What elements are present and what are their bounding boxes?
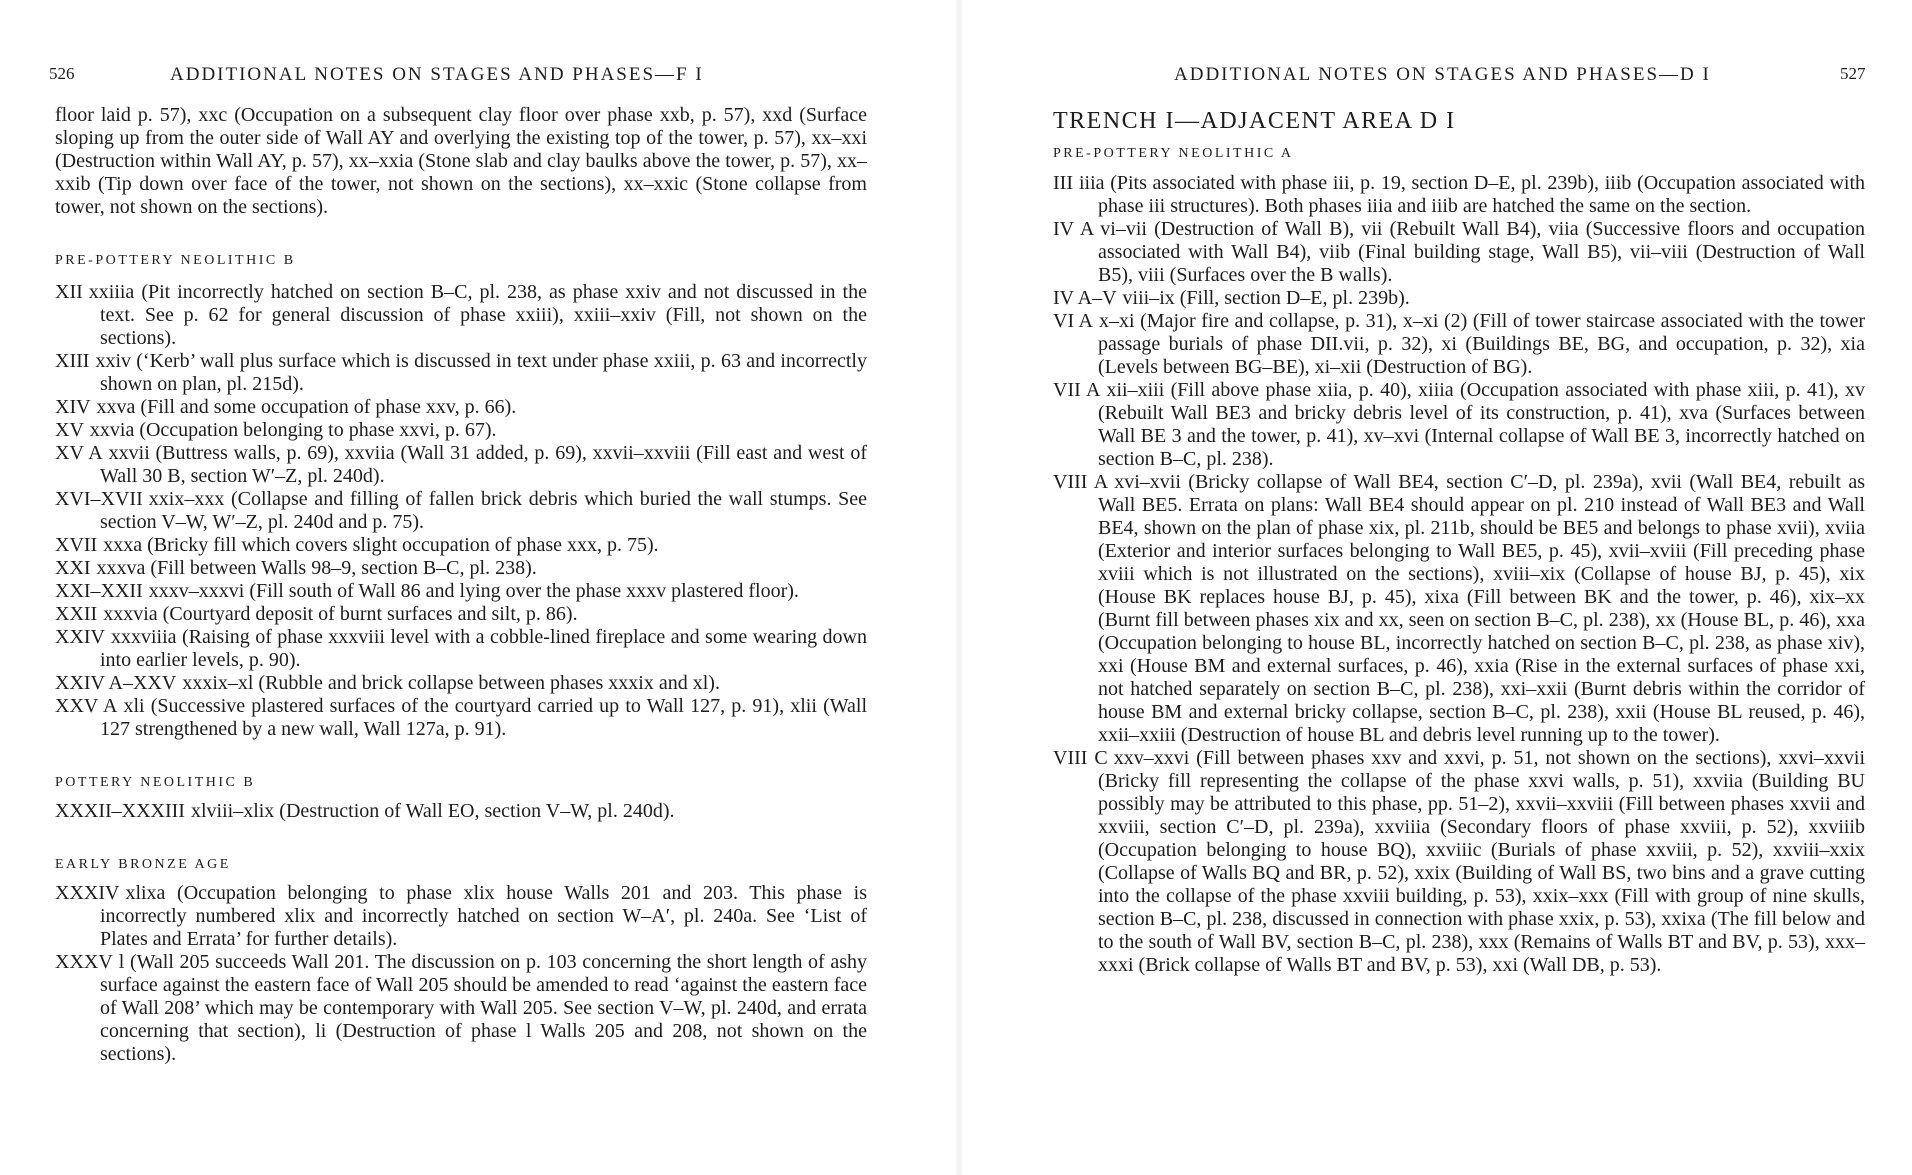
phase-text: xvi–xvii (Bricky collapse of Wall BE4, section C′–D, pl. 239a), xvii (Wall BE4, rebuilt as Wall BE5. Errata on plans: Wall BE4 should appear on pl. 210 instead of Wall BE3 and Wall BE4, shown on the plan of phase xix, pl. 211b, should be BE5 and belongs to phase xvii), xviia (Exterior and interior surfaces belonging to Wall BE5, p. 45), xvii–xviii (Fill preceding phase xviii which is not illustrated on the sections), xviii–xix (Collapse of house BJ, p. 45), xix (House BK replaces house BJ, p. 45), xixa (Fill between BK and the tower, p. 46), xix–xx (Burnt fill between phases xix and xx, seen on section B–C, pl. 238), xx (House BL, p. 46), xxa (Occupation belonging to house BL, incorrectly hatched on section B–C, pl. 238, as phase xiv), xxi (House BM and external surfaces, p. 46), xxia (Rise in the external surfaces of phase xxi, not hatched separately on section B–C, pl. 238), xxi–xxii (Burnt debris within the corridor of house BM and external bricky collapse, section B–C, pl. 238), xxii (House BL reused, p. 46), xxii–xxiii (Destruction of house BL and debris level running up to the tower). [1098,471,1866,746]
phase-entry [55,396,867,419]
trench-title: TRENCH I—ADJACENT AREA D I [1053,108,1456,134]
phase-entry [1053,310,1865,379]
phase-text: xxv–xxvi (Fill between phases xxv and xxvi, p. 51, not shown on the sections), xxvi–xxvii (Bricky fill representing the collapse of the phase xxvi walls, p. 51), xxviia (Building BU possibly may be attributed to this phase, pp. 51–2), xxvii–xxviii (Fill between phases xxvii and xxviii, section C′–D, pl. 239a), xxviiia (Secondary floors of phase xxviii, p. 52), xxviiib (Occupation belonging to house BQ), xxviiic (Burials of phase xxviii, p. 52), xxviii–xxix (Collapse of Walls BQ and BR, p. 52), xxix (Building of Wall BS, two bins and a grave cutting into the collapse of the phase xxviii building, p. 53), xxix–xxx (Fill with group of nine skulls, section B–C, pl. 238, discussed in connection with phase xxix, p. 53), xxixa (The fill below and to the south of Wall BV, section B–C, pl. 238), xxx (Remains of Walls BT and BV, p. 53), xxx–xxxi (Brick collapse of Walls BT and BV, p. 53), xxi (Wall DB, p. 53). [1098,747,1866,976]
phase-label: XXV A [55,695,118,717]
phase-entry [55,951,867,1066]
right-page-body [1053,110,1865,977]
phase-text: x–xi (Major fire and collapse, p. 31), x–xi (2) (Fill of tower staircase associated with the tower passage burials of phase DII.vii, p. 32), xi (Buildings BE, BG, and occupation, p. 32), xia (Levels between BG–BE), xi–xii (Destruction of BG). [1098,310,1865,378]
phase-label: IV A–V [1053,287,1117,309]
phase-entry [55,800,867,823]
phase-text: xxxix–xl (Rubble and brick collapse between phases xxxix and xl). [182,672,720,694]
continuation-paragraph: floor laid p. 57), xxc (Occupation on a subsequent clay floor over phase xxb, p. 57), xxd (Surface sloping up from the outer side of Wall AY and overlying the existing top of the tower, p. 57), xx–xxi (Destruction within Wall AY, p. 57), xx–xxia (Stone slab and clay baulks above the tower, p. 57), xx–xxib (Tip down over face of the tower, not shown on the sections), xx–xxic (Stone collapse from tower, not shown on the sections). [55,104,867,218]
phase-label: XV [55,419,84,441]
phase-label: VII A [1053,379,1101,401]
phase-entry [55,442,867,488]
phase-label: XXXIV [55,882,120,904]
section-early-bronze-age [55,853,867,1066]
page-number: 527 [1840,64,1866,83]
phase-entry [1053,287,1865,310]
phase-label: XVI–XVII [55,488,143,510]
phase-text: xli (Successive plastered surfaces of the courtyard carried up to Wall 127, p. 91), xlii (Wall 127 strengthened by a new wall, Wall 127a, p. 91). [100,695,867,740]
phase-text: xxvia (Occupation belonging to phase xxvi, p. 67). [89,419,497,441]
phase-text: xxvii (Buttress walls, p. 69), xxviia (Wall 31 added, p. 69), xxvii–xxviii (Fill east and west of Wall 30 B, section W′–Z, pl. 240d). [100,442,867,487]
phase-label: IV A [1053,218,1095,240]
phase-text: xxiiia (Pit incorrectly hatched on section B–C, pl. 238, as phase xxiv and not discussed in the text. See p. 62 for general discussion of phase xxiii), xxiii–xxiv (Fill, not shown on the sections). [88,281,867,349]
phase-text: xlviii–xlix (Destruction of Wall EO, section V–W, pl. 240d). [190,800,675,822]
phase-entry [55,281,867,350]
phase-text: iiia (Pits associated with phase iii, p. 19, section D–E, pl. 239b), iiib (Occupation associated with phase iii structures). Both phases iiia and iiib are hatched the same on the section. [1078,172,1865,217]
phase-text: xxxva (Fill between Walls 98–9, section B–C, pl. 238). [96,557,537,579]
section-heading: EARLY BRONZE AGE [55,857,231,872]
phase-label: VIII A [1053,471,1109,493]
running-head: ADDITIONAL NOTES ON STAGES AND PHASES—D I [1174,64,1711,85]
phase-entry [1053,379,1865,471]
right-page [960,0,1912,1175]
phase-label: VIII C [1053,747,1108,769]
phase-entry [55,534,867,557]
phase-label: XVII [55,534,98,556]
phase-text: vi–vii (Destruction of Wall B), vii (Rebuilt Wall B4), viia (Successive floors and occupation associated with Wall B4), viib (Final building stage, Wall B5), vii–viii (Destruction of Wall B5), viii (Surfaces over the B walls). [1098,218,1865,286]
phase-text: l (Wall 205 succeeds Wall 201. The discussion on p. 103 concerning the short length of ashy surface against the eastern face of Wall 205 should be amended to read ‘against the eastern face of Wall 208’ which may be contemporary with Wall 205. See section V–W, pl. 240d, and errata concerning that section), li (Destruction of phase l Walls 205 and 208, not shown on the sections). [100,951,867,1065]
phase-entry [1053,218,1865,287]
phase-text: xlixa (Occupation belonging to phase xlix house Walls 201 and 203. This phase is incorrectly numbered xlix and incorrectly hatched on section W–A′, pl. 240a. See ‘List of Plates and Errata’ for further details). [100,882,867,950]
phase-label: XXI [55,557,91,579]
phase-entry [55,603,867,626]
phase-text: xxxvia (Courtyard deposit of burnt surfaces and silt, p. 86). [103,603,578,625]
section-pre-pottery-neolithic-b [55,249,867,741]
phase-text: viii–ix (Fill, section D–E, pl. 239b). [1122,287,1410,309]
section-heading: PRE-POTTERY NEOLITHIC B [55,253,296,268]
phase-entry [55,488,867,534]
phase-label: XXII [55,603,98,625]
phase-entry [55,672,867,695]
phase-label: XXIV [55,626,105,648]
phase-entry [55,350,867,396]
phase-text: xxxa (Bricky fill which covers slight occupation of phase xxx, p. 75). [103,534,659,556]
phase-label: III [1053,172,1073,194]
phase-label: XXXII–XXXIII [55,800,185,822]
phase-entry [55,882,867,951]
phase-entry [55,580,867,603]
phase-label: XXXV [55,951,113,973]
running-head: ADDITIONAL NOTES ON STAGES AND PHASES—F I [170,64,704,85]
phase-entry [55,557,867,580]
phase-text: xxiv (‘Kerb’ wall plus surface which is discussed in text under phase xxiii, p. 63 and incorrectly shown on plan, pl. 215d). [95,350,867,395]
phase-text: xxva (Fill and some occupation of phase xxv, p. 66). [96,396,517,418]
phase-text: xxxviiia (Raising of phase xxxviii level with a cobble-lined fireplace and some wearing down into earlier levels, p. 90). [100,626,867,671]
phase-entry [55,695,867,741]
phase-text: xii–xiii (Fill above phase xiia, p. 40), xiiia (Occupation associated with phase xiii, p. 41), xv (Rebuilt Wall BE3 and bricky debris level of its construction, p. 41), xva (Surfaces between Wall BE 3 and the tower, p. 41), xv–xvi (Internal collapse of Wall BE 3, incorrectly hatched on section B–C, pl. 238). [1098,379,1865,470]
phase-entry [55,419,867,442]
left-page-body [55,104,867,1066]
phase-label: XXI–XXII [55,580,143,602]
phase-label: XV A [55,442,103,464]
phase-label: XIII [55,350,90,372]
section-heading: PRE-POTTERY NEOLITHIC A [1053,146,1294,161]
phase-label: VI A [1053,310,1094,332]
phase-label: XII [55,281,83,303]
phase-label: XXIV A–XXV [55,672,177,694]
phase-entry [1053,172,1865,218]
phase-text: xxix–xxx (Collapse and filling of fallen brick debris which buried the wall stumps. See section V–W, W′–Z, pl. 240d and p. 75). [100,488,867,533]
phase-entry [1053,747,1865,977]
section-pottery-neolithic-b [55,771,867,823]
phase-text: xxxv–xxxvi (Fill south of Wall 86 and lying over the phase xxxv plastered floor). [148,580,799,602]
phase-entry [55,626,867,672]
section-heading: POTTERY NEOLITHIC B [55,775,256,790]
phase-entry [1053,471,1865,747]
page-number: 526 [49,64,75,83]
phase-label: XIV [55,396,91,418]
